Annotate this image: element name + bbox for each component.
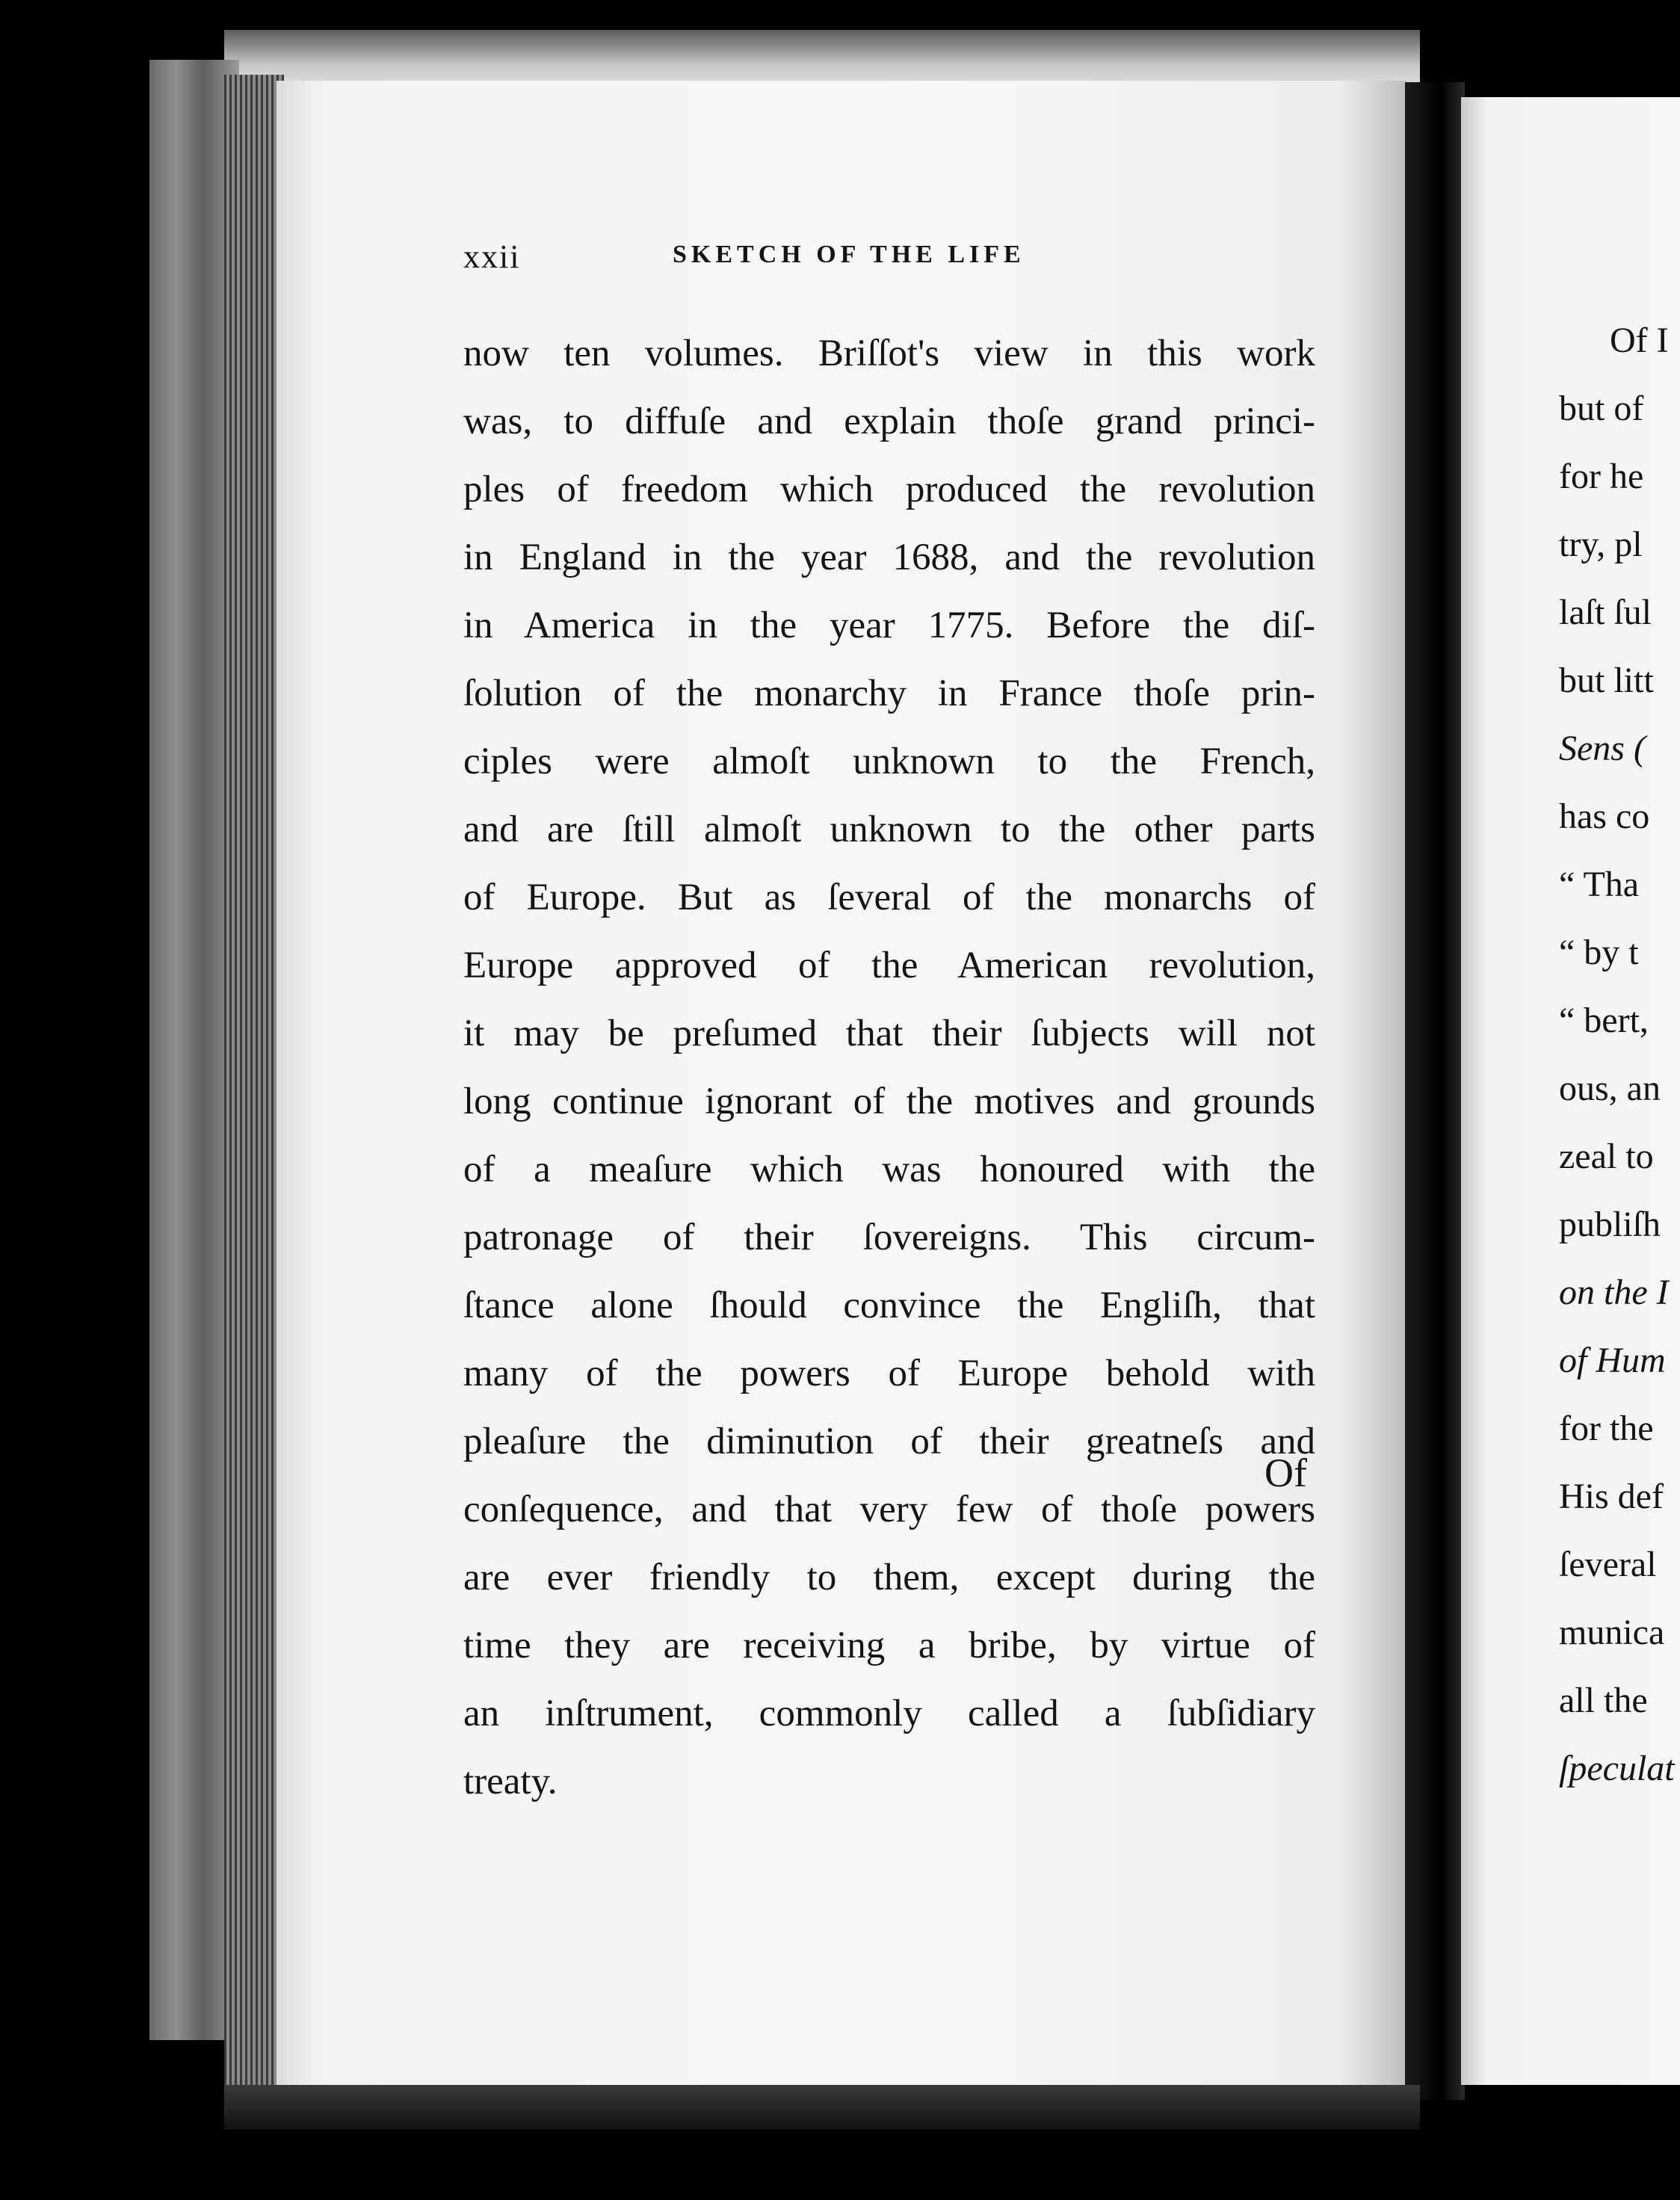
text-line: was, to diffuſe and explain thoſe grand princi-	[463, 401, 1315, 442]
facing-text-line: all the	[1559, 1681, 1648, 1720]
facing-text-line: munica	[1559, 1613, 1665, 1652]
facing-text-line: laſt ſul	[1559, 593, 1652, 632]
facing-text-line: on the I	[1559, 1273, 1669, 1312]
book-spine	[1405, 82, 1465, 2100]
facing-text-line: “ bert,	[1559, 1001, 1649, 1040]
text-line: in America in the year 1775. Before the diſ-	[463, 605, 1315, 646]
text-line: and are ſtill almoſt unknown to the other parts	[463, 809, 1315, 850]
facing-text-line: “ by t	[1559, 933, 1639, 972]
text-line: an inſtrument, commonly called a ſubſidiary	[463, 1693, 1315, 1734]
text-line: it may be preſumed that their ſubjects will not	[463, 1013, 1315, 1054]
text-line: are ever friendly to them, except during the	[463, 1557, 1315, 1598]
text-line: many of the powers of Europe behold with	[463, 1353, 1315, 1394]
facing-text-line: His def	[1559, 1477, 1664, 1516]
facing-text-line: try, pl	[1559, 525, 1643, 564]
text-line: ſolution of the monarchy in France thoſe prin-	[463, 673, 1315, 714]
text-line: ſtance alone ſhould convince the Engliſh, that	[463, 1285, 1315, 1326]
facing-text-line: “ Tha	[1559, 865, 1640, 904]
text-line: time they are receiving a bribe, by virtue of	[463, 1625, 1315, 1666]
facing-text-line: Sens (	[1559, 729, 1646, 768]
facing-text-line: ous, an	[1559, 1069, 1661, 1108]
facing-text-line: for the	[1559, 1409, 1654, 1448]
book-bottom-edge	[224, 2085, 1420, 2130]
facing-text-line: ſpeculat	[1559, 1749, 1675, 1788]
catchword: Of	[1264, 1450, 1307, 1495]
text-line: patronage of their ſovereigns. This circum-	[463, 1217, 1315, 1258]
facing-text-line: ſeveral	[1559, 1545, 1657, 1584]
text-line: conſequence, and that very few of thoſe powers	[463, 1489, 1315, 1530]
text-line: of Europe. But as ſeveral of the monarchs of	[463, 877, 1315, 918]
facing-text-line: for he	[1559, 457, 1644, 496]
running-title: SKETCH OF THE LIFE	[673, 241, 1025, 268]
text-line: now ten volumes. Briſſot's view in this work	[463, 333, 1315, 374]
text-line-last: treaty.	[463, 1761, 558, 1802]
page-number: xxii	[463, 238, 521, 275]
facing-text-line: but of	[1559, 389, 1644, 428]
facing-text-line: Of I	[1610, 321, 1669, 360]
page-stack-edges	[224, 75, 284, 2107]
facing-text-line: of Hum	[1559, 1341, 1666, 1380]
body-text	[463, 320, 1315, 1816]
running-head	[463, 238, 1315, 282]
facing-text-line: zeal to	[1559, 1137, 1654, 1176]
facing-text-line: publiſh	[1559, 1205, 1661, 1244]
facing-text-line: has co	[1559, 797, 1650, 836]
text-line: of a meaſure which was honoured with the	[463, 1149, 1315, 1190]
facing-text-line: but litt	[1559, 661, 1654, 700]
text-line: ciples were almoſt unknown to the French,	[463, 741, 1315, 782]
text-line: ples of freedom which produced the revolution	[463, 469, 1315, 510]
facing-page-text	[1559, 306, 1680, 1802]
text-line: long continue ignorant of the motives and grounds	[463, 1081, 1315, 1122]
text-line: Europe approved of the American revolution,	[463, 945, 1315, 986]
text-line: pleaſure the diminution of their greatneſs and	[463, 1421, 1315, 1462]
text-line: in England in the year 1688, and the revolution	[463, 537, 1315, 578]
